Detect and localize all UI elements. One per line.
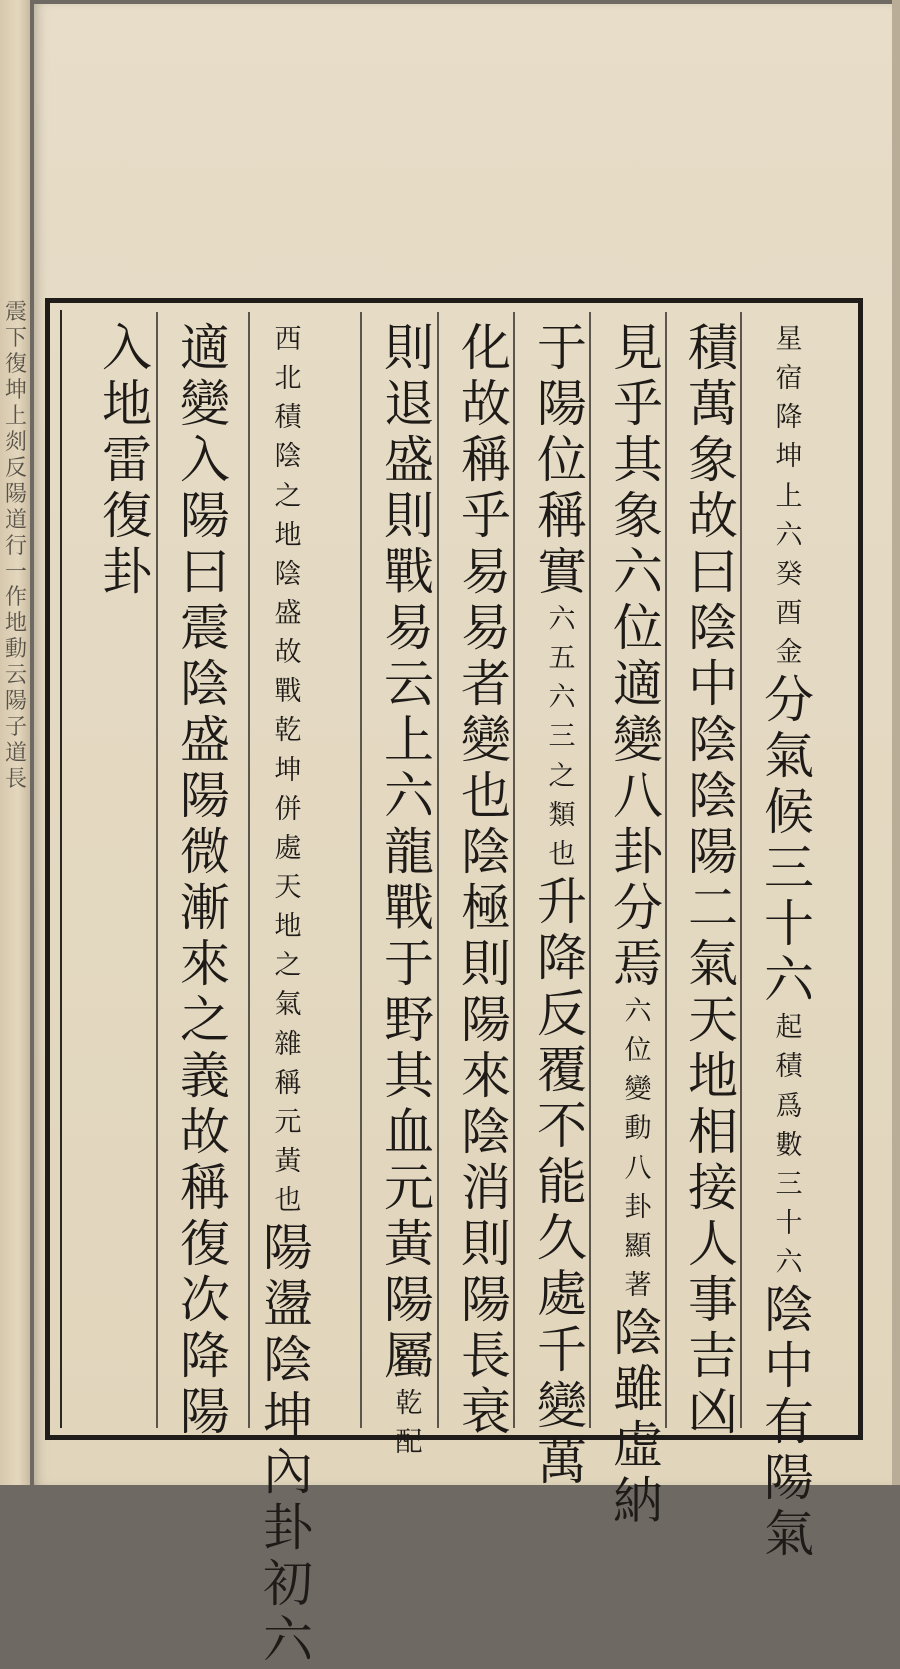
note-line: 起積爲數: [775, 1012, 803, 1161]
text-column-3: [607, 319, 669, 1531]
note-line: 星宿降坤上: [775, 324, 803, 512]
note-line: 六位變動: [624, 996, 652, 1145]
main-text: 入地雷復卦: [102, 319, 152, 601]
main-text: 見乎其象六位適變八卦分焉: [613, 319, 663, 993]
main-text: 陰雖虛納: [613, 1304, 663, 1531]
interlinear-note: [775, 320, 803, 672]
note-line: 併處天地之氣雜稱元黃也: [274, 793, 302, 1217]
leaf-edge: [892, 0, 900, 1485]
note-line: 之類也: [548, 760, 576, 870]
column-rule: [360, 312, 362, 1428]
main-text: 升降反覆不能久處千變萬: [537, 872, 587, 1491]
interlinear-note: [548, 600, 576, 874]
main-text: 于陽位稱實: [537, 319, 587, 601]
text-column-2: [682, 319, 744, 1441]
interlinear-note: [775, 1008, 803, 1282]
main-text: 積萬象故曰陰中陰陰陽二氣天地相接人事吉凶: [688, 319, 738, 1441]
main-text: 陰中有陽氣: [764, 1281, 814, 1564]
text-column-8: [174, 319, 236, 1441]
main-text: 則退盛則戰易云上六龍戰于野其血元黃陽屬: [384, 319, 434, 1385]
adjacent-leaf: [0, 0, 30, 1485]
note-line: 三十六: [775, 1168, 803, 1279]
text-column-5: [455, 319, 517, 1441]
main-text: 適變入陽曰震陰盛陽微漸來之義故稱復次降陽: [180, 319, 230, 1441]
main-text: 化故稱乎易易者變也陰極則陽來陰消則陽長衰: [461, 319, 511, 1441]
text-column-6: [378, 319, 440, 1459]
note-line: 八卦顯著: [624, 1152, 652, 1301]
text-column-7: [243, 320, 333, 1669]
interlinear-note: [624, 992, 652, 1305]
note-line: 乾: [395, 1388, 423, 1419]
note-line: 六五六三: [548, 604, 576, 753]
text-column-1: [758, 320, 820, 1564]
note-line: 六癸酉金: [775, 519, 803, 669]
note-line: 配: [395, 1427, 423, 1459]
interlinear-note: [274, 320, 302, 1220]
main-text: 分氣候三十六: [764, 671, 814, 1010]
adjacent-leaf-text: 震 下 復 坤 上 剡 反 陽 道 行 一 作 地 動 云 陽 子 道 長: [4, 300, 27, 793]
interlinear-note: [395, 1384, 423, 1462]
text-column-9: [96, 320, 158, 1390]
note-line: 西北積陰之地陰盛故戰乾坤: [274, 324, 302, 786]
main-text: 陽盪陰坤內卦初六: [263, 1219, 313, 1669]
text-column-4: [531, 319, 593, 1491]
